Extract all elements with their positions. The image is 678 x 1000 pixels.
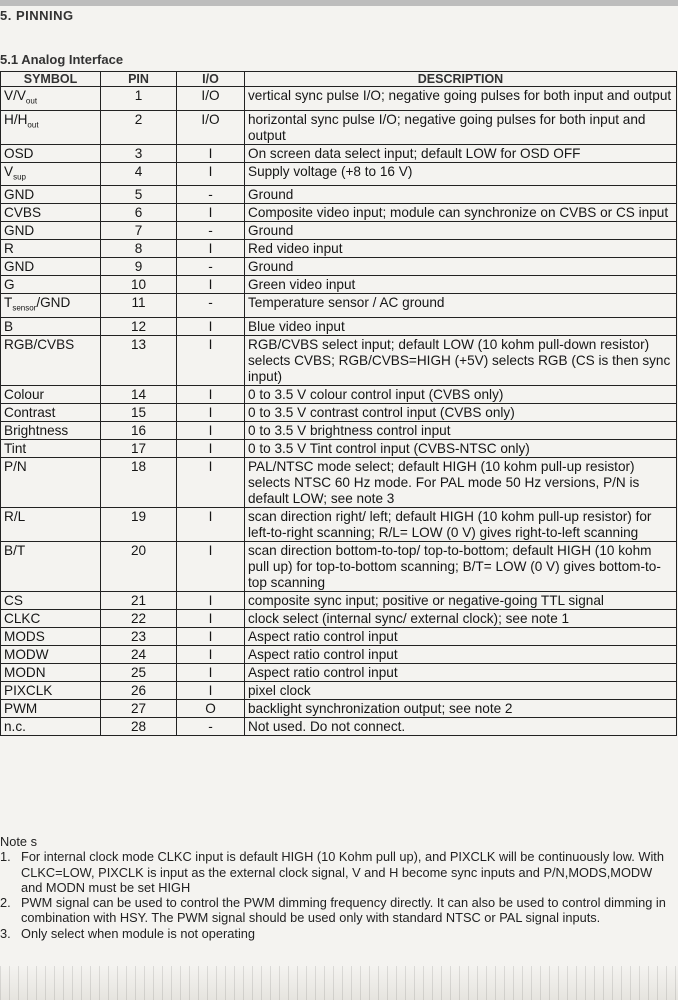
column-header-description: DESCRIPTION — [245, 72, 677, 87]
description-cell: Temperature sensor / AC ground — [245, 294, 677, 318]
io-cell: I — [177, 508, 245, 542]
description-cell: 0 to 3.5 V brightness control input — [245, 422, 677, 440]
symbol-text: MODS — [4, 629, 45, 645]
io-cell: I — [177, 336, 245, 386]
io-cell: I — [177, 404, 245, 422]
column-header-io: I/O — [177, 72, 245, 87]
pin-cell: 20 — [101, 542, 177, 592]
description-cell: backlight synchronization output; see note 2 — [245, 700, 677, 718]
io-cell: - — [177, 718, 245, 736]
table-row — [1, 144, 677, 162]
description-cell: Aspect ratio control input — [245, 646, 677, 664]
pinning-table — [0, 71, 677, 736]
description-cell: PAL/NTSC mode select; default HIGH (10 kohm pull-up resistor) selects NTSC 60 Hz mode. For PAL mode 50 Hz versions, P/N is default LOW; see note 3 — [245, 458, 677, 508]
symbol-cell — [1, 718, 101, 736]
symbol-text: V — [4, 163, 14, 179]
symbol-cell — [1, 294, 101, 318]
io-cell: I — [177, 610, 245, 628]
table-row — [1, 592, 677, 610]
table-row — [1, 162, 677, 186]
symbol-text: G — [4, 277, 15, 293]
symbol-text: GND — [4, 259, 35, 275]
symbol-text: T — [4, 295, 13, 311]
io-cell: I — [177, 458, 245, 508]
table-row — [1, 240, 677, 258]
description-cell: Ground — [245, 222, 677, 240]
symbol-text: R/L — [4, 509, 26, 525]
table-row — [1, 222, 677, 240]
table-row — [1, 682, 677, 700]
symbol-cell — [1, 592, 101, 610]
table-row — [1, 404, 677, 422]
pin-cell: 14 — [101, 386, 177, 404]
io-cell: I — [177, 422, 245, 440]
pin-cell: 25 — [101, 664, 177, 682]
io-cell: - — [177, 222, 245, 240]
pin-cell: 21 — [101, 592, 177, 610]
symbol-subscript: out — [25, 96, 38, 106]
pin-cell: 10 — [101, 276, 177, 294]
description-cell: On screen data select input; default LOW for OSD OFF — [245, 144, 677, 162]
symbol-subscript: sensor — [12, 304, 37, 314]
symbol-text: OSD — [4, 145, 34, 161]
pin-cell: 26 — [101, 682, 177, 700]
description-cell: Not used. Do not connect. — [245, 718, 677, 736]
symbol-text: GND — [4, 223, 35, 239]
symbol-text: RGB/CVBS — [4, 337, 75, 353]
description-cell: Blue video input — [245, 318, 677, 336]
symbol-text: B — [4, 319, 14, 335]
io-cell: I — [177, 664, 245, 682]
description-cell: vertical sync pulse I/O; negative going pulses for both input and output — [245, 87, 677, 111]
note-number: 2. — [0, 895, 11, 911]
table-row — [1, 458, 677, 508]
pin-cell: 27 — [101, 700, 177, 718]
note-item — [0, 849, 678, 895]
description-cell: Ground — [245, 258, 677, 276]
symbol-cell — [1, 404, 101, 422]
io-cell: I — [177, 646, 245, 664]
io-cell: I — [177, 592, 245, 610]
table-header-row — [1, 72, 677, 87]
symbol-cell — [1, 682, 101, 700]
symbol-text: PWM — [4, 701, 38, 717]
symbol-subscript: out — [27, 120, 39, 130]
symbol-text: CS — [4, 593, 23, 609]
notes-section — [0, 834, 678, 941]
description-cell: RGB/CVBS select input; default LOW (10 kohm pull-down resistor) selects CVBS; RGB/CVBS=HIGH (+5V) selects RGB (CS is then sync input) — [245, 336, 677, 386]
symbol-cell — [1, 204, 101, 222]
table-row — [1, 646, 677, 664]
table-row — [1, 440, 677, 458]
symbol-cell — [1, 276, 101, 294]
symbol-cell — [1, 110, 101, 144]
symbol-cell — [1, 422, 101, 440]
io-cell: I — [177, 318, 245, 336]
description-cell: composite sync input; positive or negative-going TTL signal — [245, 592, 677, 610]
io-cell: O — [177, 700, 245, 718]
description-cell: Red video input — [245, 240, 677, 258]
symbol-cell — [1, 440, 101, 458]
note-item — [0, 926, 678, 941]
table-row — [1, 318, 677, 336]
symbol-text: Contrast — [4, 405, 56, 421]
symbol-cell — [1, 646, 101, 664]
pin-cell: 12 — [101, 318, 177, 336]
symbol-cell — [1, 458, 101, 508]
notes-list — [0, 849, 678, 941]
description-cell: Composite video input; module can synchronize on CVBS or CS input — [245, 204, 677, 222]
symbol-cell — [1, 240, 101, 258]
section-number: 5 — [0, 8, 8, 23]
io-cell: - — [177, 258, 245, 276]
pin-cell: 3 — [101, 144, 177, 162]
symbol-text: GND — [4, 187, 35, 203]
symbol-suffix: /GND — [36, 295, 71, 311]
symbol-text: MODN — [4, 665, 46, 681]
table-row — [1, 294, 677, 318]
table-row — [1, 276, 677, 294]
section-title: PINNING — [15, 8, 74, 23]
io-cell: I/O — [177, 87, 245, 111]
description-cell: 0 to 3.5 V Tint control input (CVBS-NTSC only) — [245, 440, 677, 458]
symbol-text: Brightness — [4, 423, 69, 439]
pin-cell: 28 — [101, 718, 177, 736]
symbol-text: P/N — [4, 459, 27, 475]
description-cell: pixel clock — [245, 682, 677, 700]
symbol-cell — [1, 386, 101, 404]
description-cell: Ground — [245, 186, 677, 204]
pin-cell: 7 — [101, 222, 177, 240]
note-number: 3. — [0, 925, 11, 941]
symbol-cell — [1, 628, 101, 646]
subsection-number: 5.1 — [0, 52, 19, 67]
note-item — [0, 895, 678, 926]
symbol-cell — [1, 258, 101, 276]
table-row — [1, 610, 677, 628]
description-cell: horizontal sync pulse I/O; negative going pulses for both input and output — [245, 110, 677, 144]
symbol-subscript: sup — [13, 172, 26, 182]
pin-cell: 13 — [101, 336, 177, 386]
table-row — [1, 386, 677, 404]
pin-cell: 9 — [101, 258, 177, 276]
note-text: PWM signal can be used to control the PWM dimming frequency directly. It can also be used to control dimming in combination with HSY. The PWM signal should be used only with standard NTSC or PAL signal inputs. — [21, 895, 666, 926]
note-number: 1. — [0, 849, 11, 865]
symbol-text: MODW — [4, 647, 49, 663]
symbol-cell — [1, 318, 101, 336]
io-cell: I — [177, 440, 245, 458]
table-row — [1, 336, 677, 386]
pin-cell: 22 — [101, 610, 177, 628]
note-text: For internal clock mode CLKC input is default HIGH (10 Kohm pull up), and PIXCLK will be continuously low. With CLKC=LOW, PIXCLK is input as the external clock signal, V and H become sync inputs and P/N,MODS,MODW and MODN must be set HIGH — [21, 849, 664, 895]
symbol-text: CVBS — [4, 205, 42, 221]
table-row — [1, 87, 677, 111]
subsection-heading — [0, 52, 123, 67]
io-cell: I — [177, 162, 245, 186]
ruler-strip — [0, 966, 678, 1000]
symbol-cell — [1, 664, 101, 682]
table-row — [1, 110, 677, 144]
subsection-title: Analog Interface — [21, 52, 124, 67]
section-heading: 5. PINNING — [0, 8, 74, 23]
note-text: Only select when module is not operating — [21, 925, 256, 941]
table-row — [1, 204, 677, 222]
description-cell: 0 to 3.5 V contrast control input (CVBS only) — [245, 404, 677, 422]
symbol-cell — [1, 610, 101, 628]
symbol-text: PIXCLK — [4, 683, 53, 699]
pin-cell: 16 — [101, 422, 177, 440]
description-cell: Aspect ratio control input — [245, 628, 677, 646]
pin-cell: 11 — [101, 294, 177, 318]
io-cell: I — [177, 386, 245, 404]
description-cell: scan direction right/ left; default HIGH (10 kohm pull-up resistor) for left-to-right scanning; R/L= LOW (0 V) gives right-to-left scanning — [245, 508, 677, 542]
page-top-edge — [0, 0, 678, 6]
pin-cell: 1 — [101, 87, 177, 111]
symbol-cell — [1, 162, 101, 186]
symbol-text: V/V — [4, 88, 26, 103]
table-row — [1, 258, 677, 276]
description-cell: Supply voltage (+8 to 16 V) — [245, 162, 677, 186]
table-row — [1, 718, 677, 736]
pin-cell: 5 — [101, 186, 177, 204]
io-cell: I — [177, 204, 245, 222]
symbol-cell — [1, 222, 101, 240]
symbol-cell — [1, 700, 101, 718]
io-cell: I/O — [177, 110, 245, 144]
symbol-text: Colour — [4, 387, 45, 403]
pin-cell: 6 — [101, 204, 177, 222]
table-row — [1, 508, 677, 542]
description-cell: Aspect ratio control input — [245, 664, 677, 682]
pin-cell: 2 — [101, 110, 177, 144]
table-body — [1, 87, 677, 736]
pin-cell: 19 — [101, 508, 177, 542]
table-row — [1, 422, 677, 440]
symbol-text: CLKC — [4, 611, 41, 627]
pin-cell: 8 — [101, 240, 177, 258]
symbol-text: Tint — [4, 441, 27, 457]
io-cell: - — [177, 294, 245, 318]
column-header-symbol: SYMBOL — [1, 72, 101, 87]
symbol-text: R — [4, 241, 14, 257]
io-cell: I — [177, 240, 245, 258]
io-cell: - — [177, 186, 245, 204]
symbol-text: H/H — [4, 111, 28, 127]
table-row — [1, 664, 677, 682]
table-row — [1, 186, 677, 204]
io-cell: I — [177, 542, 245, 592]
description-cell: scan direction bottom-to-top/ top-to-bottom; default HIGH (10 kohm pull up) for top-to-bottom scanning; B/T= LOW (0 V) gives bottom-to-top scanning — [245, 542, 677, 592]
symbol-cell — [1, 186, 101, 204]
description-cell: 0 to 3.5 V colour control input (CVBS only) — [245, 386, 677, 404]
symbol-cell — [1, 336, 101, 386]
description-cell: Green video input — [245, 276, 677, 294]
description-cell: clock select (internal sync/ external clock); see note 1 — [245, 610, 677, 628]
pin-cell: 17 — [101, 440, 177, 458]
table-row — [1, 700, 677, 718]
symbol-text: B/T — [4, 543, 26, 559]
symbol-cell — [1, 508, 101, 542]
pin-cell: 18 — [101, 458, 177, 508]
pin-cell: 4 — [101, 162, 177, 186]
table-row — [1, 628, 677, 646]
notes-title: Note s — [0, 834, 37, 849]
io-cell: I — [177, 682, 245, 700]
pin-cell: 15 — [101, 404, 177, 422]
io-cell: I — [177, 276, 245, 294]
pin-cell: 24 — [101, 646, 177, 664]
table-row — [1, 542, 677, 592]
symbol-text: n.c. — [4, 719, 26, 735]
column-header-pin: PIN — [101, 72, 177, 87]
symbol-cell — [1, 144, 101, 162]
pin-cell: 23 — [101, 628, 177, 646]
symbol-cell — [1, 87, 101, 111]
io-cell: I — [177, 144, 245, 162]
symbol-cell — [1, 542, 101, 592]
io-cell: I — [177, 628, 245, 646]
